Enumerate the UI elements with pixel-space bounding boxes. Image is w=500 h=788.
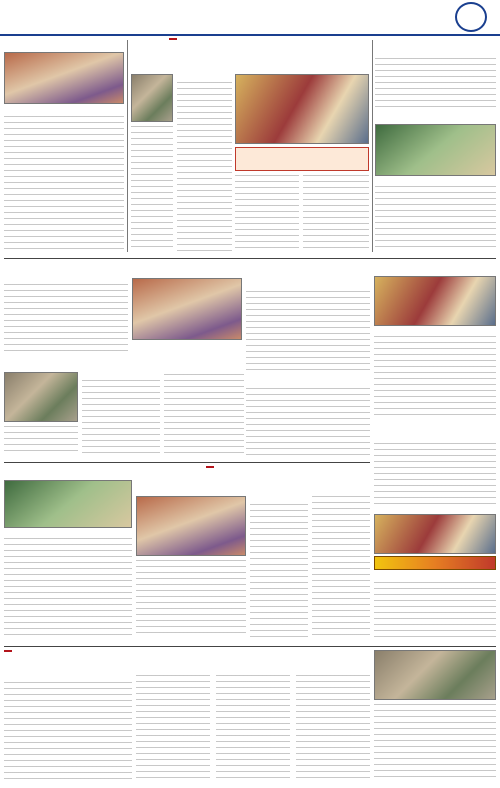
column-rule bbox=[372, 40, 373, 252]
story-4-body bbox=[375, 186, 496, 250]
story-4-photo bbox=[375, 124, 496, 176]
story-2-kicker bbox=[169, 38, 177, 40]
story-2-subhead bbox=[235, 147, 369, 171]
story-11-photo bbox=[4, 480, 132, 528]
story-15-body bbox=[136, 675, 210, 781]
story-7-photo bbox=[374, 276, 496, 326]
story-3-body bbox=[375, 58, 496, 110]
story-10 bbox=[374, 424, 496, 512]
story-8-photo bbox=[4, 372, 78, 422]
story-12-text-col0 bbox=[136, 560, 246, 638]
row-rule bbox=[4, 462, 370, 463]
story-2-text-col2 bbox=[235, 175, 299, 253]
story-1-photo bbox=[4, 52, 124, 104]
story-1-text-lines bbox=[4, 116, 124, 250]
story-2-body bbox=[177, 82, 232, 252]
story-8 bbox=[4, 356, 244, 458]
story-6 bbox=[246, 262, 370, 372]
story-15-text-col2 bbox=[296, 675, 370, 781]
story-8-text-col0 bbox=[4, 426, 78, 456]
anniversary-logo-icon bbox=[455, 2, 487, 32]
story-2-text-col3 bbox=[303, 175, 369, 253]
story-10-body bbox=[374, 443, 496, 509]
row-rule bbox=[4, 646, 496, 647]
story-16 bbox=[374, 650, 496, 784]
promo-banner bbox=[374, 556, 496, 570]
story-12-body bbox=[250, 504, 308, 638]
story-5 bbox=[4, 262, 128, 354]
story-4 bbox=[375, 112, 496, 252]
story-12-photo bbox=[136, 496, 246, 556]
story-2-text-col0 bbox=[131, 126, 173, 252]
story-2-lead bbox=[131, 38, 369, 258]
story-8-text-col2 bbox=[164, 374, 244, 456]
masthead bbox=[0, 0, 500, 34]
story-6-body bbox=[246, 291, 370, 371]
story-9-body bbox=[246, 388, 370, 456]
story-13 bbox=[374, 514, 496, 642]
story-1 bbox=[4, 40, 124, 252]
story-12 bbox=[136, 466, 370, 642]
story-9 bbox=[246, 374, 370, 458]
story-13-photo bbox=[374, 514, 496, 554]
story-8-body bbox=[82, 380, 160, 456]
column-rule bbox=[127, 40, 128, 252]
story-2-photo-portrait bbox=[131, 74, 173, 122]
story-7 bbox=[374, 262, 496, 422]
story-12-kicker bbox=[206, 466, 214, 468]
story-5-body bbox=[4, 284, 128, 352]
story-11-body bbox=[4, 538, 132, 638]
story-3 bbox=[375, 40, 496, 112]
story-2-photo-meeting bbox=[235, 74, 369, 144]
story-14-body bbox=[4, 682, 132, 782]
story-12-text-col2 bbox=[312, 496, 370, 638]
story-16-text-lines bbox=[374, 704, 496, 782]
masthead-rule bbox=[0, 34, 500, 36]
story-13-body bbox=[374, 582, 496, 640]
row-rule bbox=[4, 258, 496, 259]
story-14 bbox=[4, 650, 132, 784]
story-14-kicker bbox=[4, 650, 12, 652]
story-16-photo bbox=[374, 650, 496, 700]
story-5-photo bbox=[132, 278, 242, 340]
story-11 bbox=[4, 466, 132, 642]
story-7-body bbox=[374, 336, 496, 420]
story-15-text-col1 bbox=[216, 675, 290, 781]
story-15 bbox=[136, 650, 370, 784]
